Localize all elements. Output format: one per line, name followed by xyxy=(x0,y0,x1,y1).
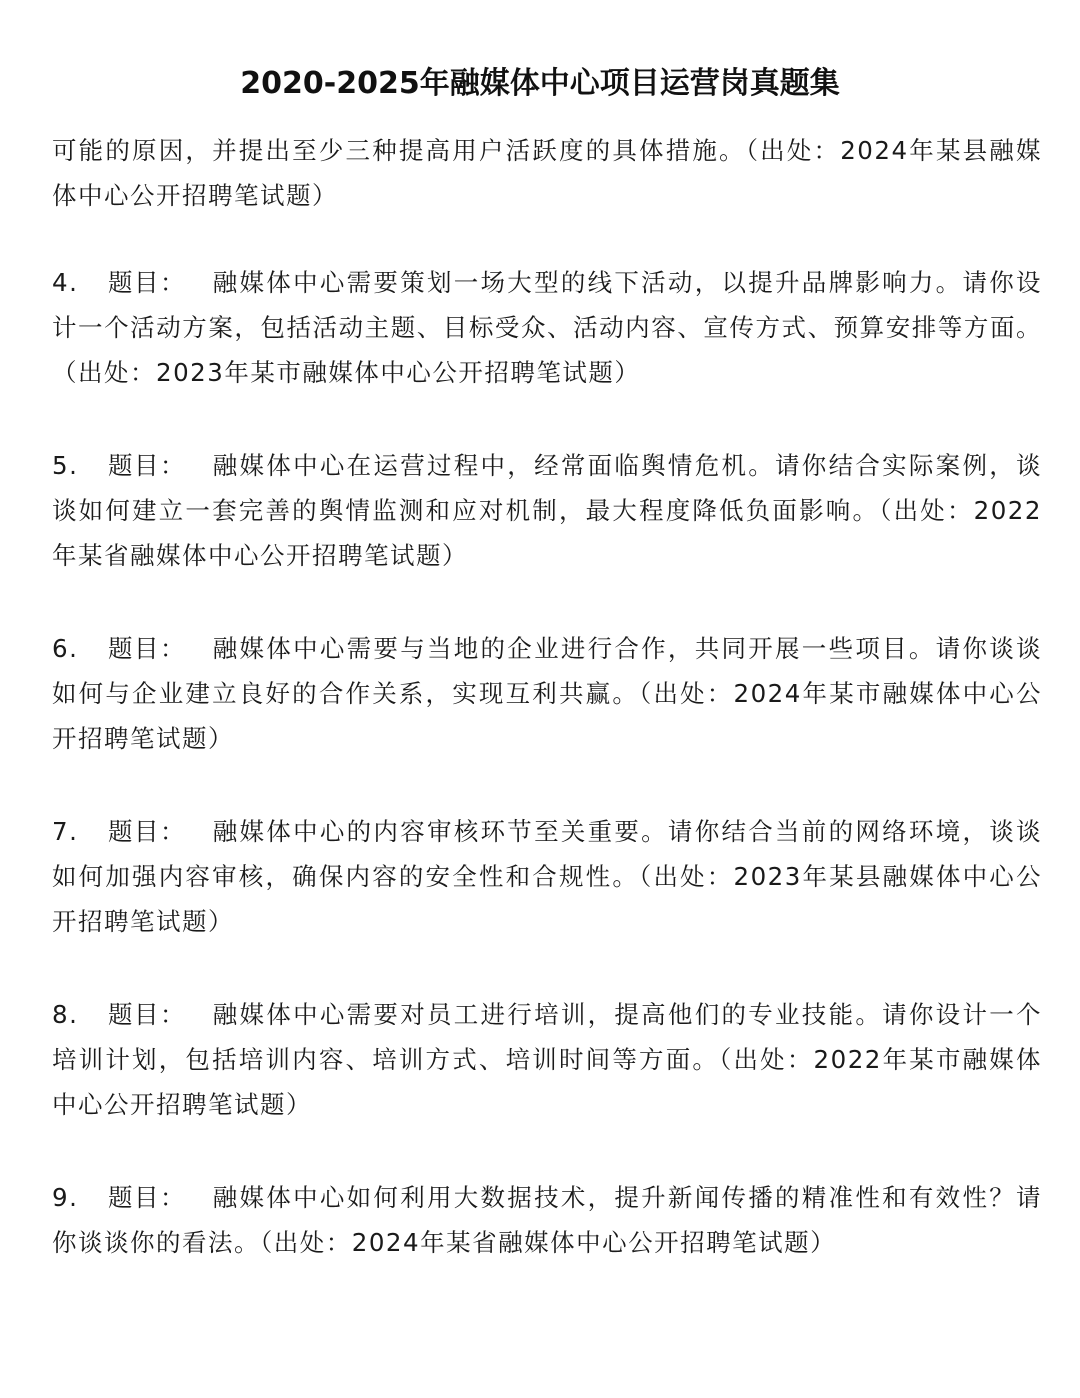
question-text: 融媒体中心在运营过程中，经常面临舆情危机。请你结合实际案例，谈谈如何建立一套完善的舆情监测和应对机制，最大程度降低负面影响。（出处：2022年某省融媒体中心公开招聘笔试题） xyxy=(52,451,1042,570)
question-number: 8. xyxy=(52,1000,79,1029)
question-number: 4. xyxy=(52,268,79,297)
question-number: 5. xyxy=(52,451,79,480)
question-item xyxy=(52,626,1042,761)
document-body xyxy=(52,128,1042,1313)
question-item xyxy=(52,809,1042,944)
question-item xyxy=(52,260,1042,395)
question-number: 6. xyxy=(52,634,79,663)
question-label: 题目： xyxy=(108,1000,186,1029)
question-text: 融媒体中心的内容审核环节至关重要。请你结合当前的网络环境，谈谈如何加强内容审核，确保内容的安全性和合规性。（出处：2023年某县融媒体中心公开招聘笔试题） xyxy=(52,817,1042,936)
question-number: 7. xyxy=(52,817,79,846)
question-text: 融媒体中心需要策划一场大型的线下活动，以提升品牌影响力。请你设计一个活动方案，包括活动主题、目标受众、活动内容、宣传方式、预算安排等方面。（出处：2023年某市融媒体中心公开招聘笔试题） xyxy=(52,268,1042,387)
question-item xyxy=(52,992,1042,1127)
question-text: 融媒体中心需要与当地的企业进行合作，共同开展一些项目。请你谈谈如何与企业建立良好的合作关系，实现互利共赢。（出处：2024年某市融媒体中心公开招聘笔试题） xyxy=(52,634,1042,753)
question-number: 9. xyxy=(52,1183,79,1212)
question-label: 题目： xyxy=(108,451,186,480)
question-text: 融媒体中心如何利用大数据技术，提升新闻传播的精准性和有效性？请你谈谈你的看法。（出处：2024年某省融媒体中心公开招聘笔试题） xyxy=(52,1183,1042,1257)
question-label: 题目： xyxy=(108,1183,186,1212)
question-item xyxy=(52,443,1042,578)
document-title: 2020-2025年融媒体中心项目运营岗真题集 xyxy=(240,66,840,101)
question-text: 融媒体中心需要对员工进行培训，提高他们的专业技能。请你设计一个培训计划，包括培训内容、培训方式、培训时间等方面。（出处：2022年某市融媒体中心公开招聘笔试题） xyxy=(52,1000,1042,1119)
intro-continuation: 可能的原因，并提出至少三种提高用户活跃度的具体措施。（出处：2024年某县融媒体中心公开招聘笔试题） xyxy=(52,136,1042,210)
question-item xyxy=(52,1175,1042,1265)
question-label: 题目： xyxy=(108,634,186,663)
question-label: 题目： xyxy=(108,817,186,846)
question-label: 题目： xyxy=(108,268,186,297)
